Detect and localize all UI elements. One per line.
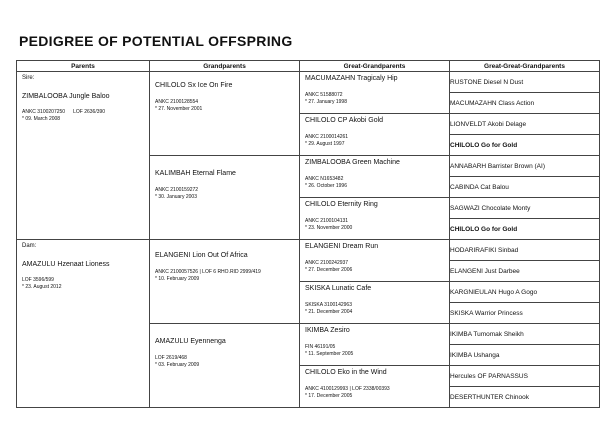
grandparent-reg: ANKC 2100057526 | LOF 6 RHO.RID 2999/419 <box>155 268 261 275</box>
great-great-grandparent-cell: LIONVELDT Akobi Delage <box>450 114 600 135</box>
great-grandparent-born: * 27. December 2006 <box>305 266 353 273</box>
header-great-grandparents: Great-Grandparents <box>300 61 450 72</box>
great-great-grandparent-cell: CABINDA Cat Balou <box>450 177 600 198</box>
grandparent-born: * 10. February 2009 <box>155 275 200 282</box>
page-title: PEDIGREE OF POTENTIAL OFFSPRING <box>19 33 293 49</box>
sire-reg: ANKC 3100207250 <box>22 109 66 116</box>
great-grandparent-reg: ANKC 51588072 <box>305 91 343 98</box>
grandparent-born: * 27. November 2001 <box>155 105 203 112</box>
sire-label: Sire: <box>22 75 35 81</box>
grandparent-name: CHILOLO Sx Ice On Fire <box>155 82 233 89</box>
great-grandparent-born: * 17. December 2005 <box>305 392 353 399</box>
grandparent-reg: LOF 2619/468 <box>155 354 187 361</box>
great-grandparent-born: * 29. August 1997 <box>305 140 345 147</box>
great-grandparent-cell <box>300 156 450 198</box>
great-grandparent-name: CHILOLO Eternity Ring <box>305 201 378 208</box>
great-grandparent-cell <box>300 114 450 156</box>
great-grandparent-reg: ANKC 2100104131 <box>305 217 349 224</box>
header-grandparents: Grandparents <box>150 61 300 72</box>
sire-born: * 09. March 2008 <box>22 116 61 122</box>
sire-cell <box>17 72 150 240</box>
great-grandparent-name: CHILOLO Eko in the Wind <box>305 369 387 376</box>
dam-label: Dam: <box>22 243 37 249</box>
great-great-grandparent-cell: IKIMBA Ushanga <box>450 345 600 366</box>
grandparent-reg: ANKC 2100128554 <box>155 98 199 105</box>
great-grandparent-born: * 11. September 2005 <box>305 350 354 357</box>
great-grandparent-name: ELANGENI Dream Run <box>305 243 379 250</box>
great-grandparent-name: MACUMAZAHN Tragicaly Hip <box>305 75 398 82</box>
great-grandparent-born: * 26. October 1996 <box>305 182 347 189</box>
great-grandparent-reg: ANKC N1653482 <box>305 175 344 182</box>
grandparent-name: KALIMBAH Eternal Flame <box>155 170 236 177</box>
great-great-grandparent-cell: CHILOLO Go for Gold <box>450 135 600 156</box>
great-grandparent-born: * 23. November 2000 <box>305 224 353 231</box>
great-grandparent-name: CHILOLO CP Akobi Gold <box>305 117 384 124</box>
great-grandparent-cell <box>300 72 450 114</box>
great-grandparent-reg: SKISKA 3100142963 <box>305 301 352 308</box>
header-parents: Parents <box>17 61 150 72</box>
great-great-grandparent-cell: ANNABARH Barrister Brown (AI) <box>450 156 600 177</box>
great-grandparent-cell <box>300 198 450 240</box>
great-grandparent-cell <box>300 282 450 324</box>
dam-cell <box>17 240 150 408</box>
grandparent-cell <box>150 72 300 156</box>
great-great-grandparent-cell: Hercules OF PARNASSUS <box>450 366 600 387</box>
great-grandparent-reg: ANKC 4100129993 | LOF 2338/00393 <box>305 385 390 392</box>
great-grandparent-reg: ANKC 2100242937 <box>305 259 349 266</box>
great-grandparent-reg: FIN 46191/05 <box>305 343 336 350</box>
grandparent-born: * 03. February 2009 <box>155 361 200 368</box>
great-great-grandparent-cell: MACUMAZAHN Class Action <box>450 93 600 114</box>
dam-reg: LOF 3596/599 <box>22 277 54 284</box>
grandparent-cell <box>150 156 300 240</box>
grandparent-name: AMAZULU Eyennenga <box>155 338 226 345</box>
great-great-grandparent-cell: DESERTHUNTER Chinook <box>450 387 600 408</box>
sire-reg-lof: LOF 2636/390 <box>73 109 106 116</box>
great-grandparent-born: * 21. December 2004 <box>305 308 353 315</box>
dam-born: * 23. August 2012 <box>22 284 62 290</box>
great-great-grandparent-cell: CHILOLO Go for Gold <box>450 219 600 240</box>
great-great-grandparent-cell: SAGWAZI Chocolate Monty <box>450 198 600 219</box>
grandparent-reg: ANKC 2100159272 <box>155 186 199 193</box>
dam-name: AMAZULU Hzenaat Lioness <box>22 260 110 268</box>
header-row <box>17 61 600 72</box>
great-great-grandparent-cell: HODARIRAFIKI Sinbad <box>450 240 600 261</box>
header-great-great-grandparents: Great-Great-Grandparents <box>450 61 600 72</box>
grandparent-born: * 30. January 2003 <box>155 193 197 200</box>
pedigree-table <box>16 60 600 408</box>
great-great-grandparent-cell: RUSTONE Diesel N Dust <box>450 72 600 93</box>
grandparent-cell <box>150 324 300 408</box>
great-grandparent-name: ZIMBALOOBA Green Machine <box>305 159 400 166</box>
great-grandparent-cell <box>300 366 450 408</box>
great-grandparent-name: SKISKA Lunatic Cafe <box>305 285 372 292</box>
great-grandparent-name: IKIMBA Zesiro <box>305 327 350 334</box>
great-grandparent-cell <box>300 240 450 282</box>
great-grandparent-cell <box>300 324 450 366</box>
sire-name: ZIMBALOOBA Jungle Baloo <box>22 92 110 100</box>
grandparent-name: ELANGENI Lion Out Of Africa <box>155 252 248 259</box>
grandparent-cell <box>150 240 300 324</box>
great-grandparent-reg: ANKC 2100014261 <box>305 133 349 140</box>
great-great-grandparent-cell: SKISKA Warrior Princess <box>450 303 600 324</box>
great-great-grandparent-cell: ELANGENI Just Darbee <box>450 261 600 282</box>
great-great-grandparent-cell: IKIMBA Tumomak Sheikh <box>450 324 600 345</box>
great-great-grandparent-cell: KARGNIEULAN Hugo A Gogo <box>450 282 600 303</box>
great-grandparent-born: * 27. January 1998 <box>305 98 347 105</box>
